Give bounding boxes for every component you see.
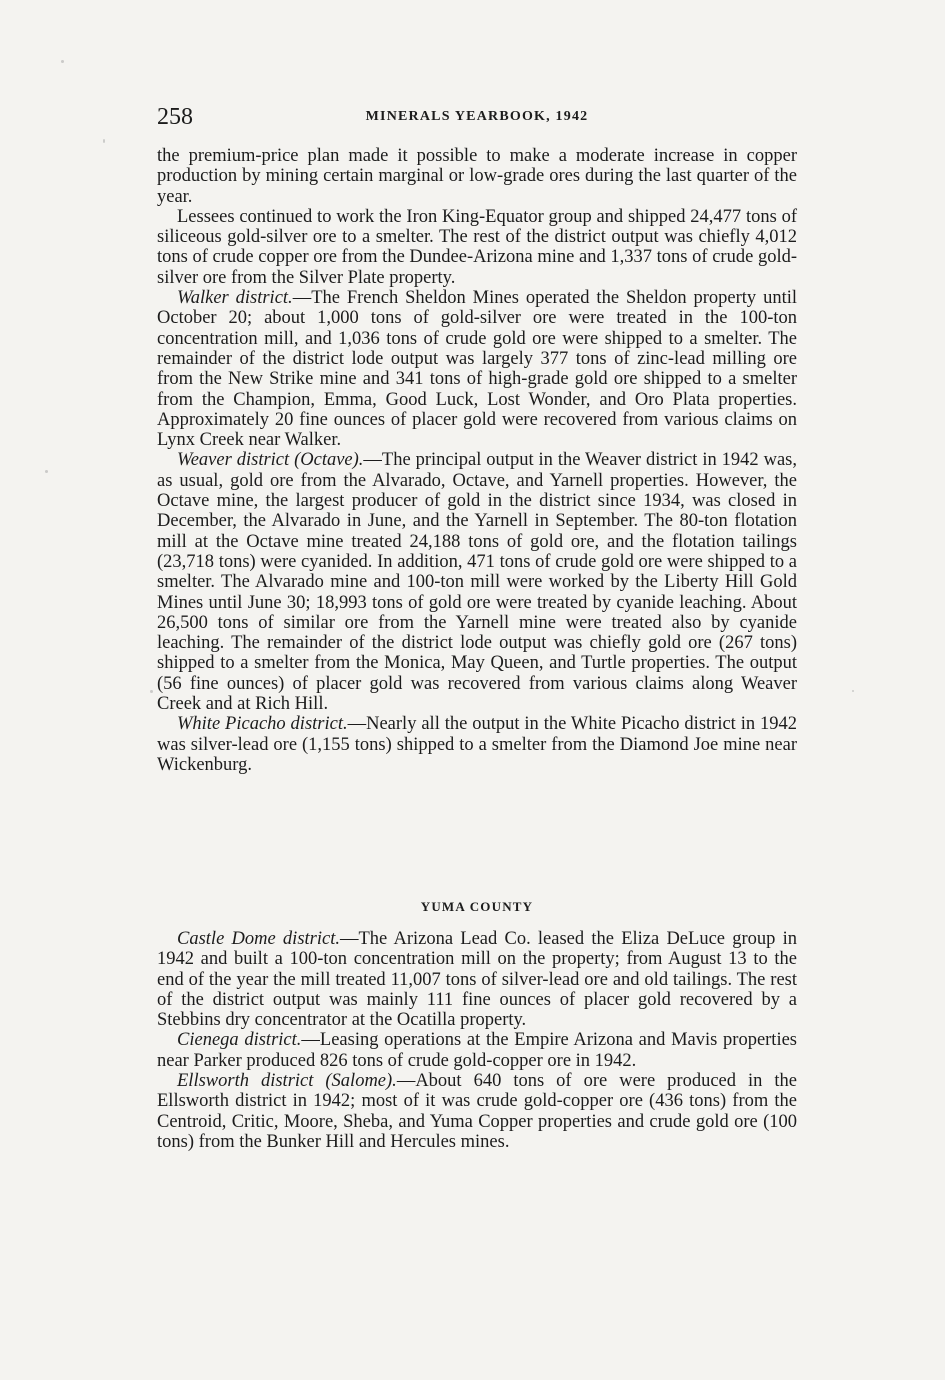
page-number: 258 xyxy=(157,104,193,130)
scan-speck xyxy=(150,690,153,693)
paragraph-white-picacho-district xyxy=(157,714,797,775)
paragraph-castle-dome-district xyxy=(157,929,797,1030)
paragraph-text: the premium-price plan made it possible to make a moderate increase in copper production by mining certain marginal or low-grade ores during the last quarter of the year. xyxy=(157,146,797,207)
paragraph-text: —Leasing operations at the Empire Arizona and Mavis properties near Parker produced 826 tons of crude gold-copper ore in 1942. xyxy=(157,1030,798,1071)
body-text-top xyxy=(157,146,797,775)
paragraph-ellsworth-district xyxy=(157,1071,797,1152)
running-title: MINERALS YEARBOOK, 1942 xyxy=(365,109,589,124)
body-text-yuma xyxy=(157,929,797,1152)
paragraph-text: —About 640 tons of ore were produced in the Ellsworth district in 1942; most of it was crude gold-copper ore (436 tons) from the Centroid, Critic, Moore, Sheba, and Yuma Copper properties and crude gold ore (100 tons) from the Bunker Hill and Hercules mines. xyxy=(157,1071,798,1152)
scan-speck xyxy=(61,60,64,63)
paragraph xyxy=(157,207,797,288)
paragraph-text: —The Arizona Lead Co. leased the Eliza DeLuce group in 1942 and built a 100-ton concentration mill on the property; from August 13 to the end of the year the mill treated 11,007 tons of silver-lead ore and old tailings. The rest of the district output was mainly 111 fine ounces of placer gold recovered by a Stebbins dry concentrator at the Ocatilla property. xyxy=(157,929,798,1031)
section-heading-yuma-county: YUMA COUNTY xyxy=(420,899,534,914)
paragraph-weaver-district xyxy=(157,450,797,714)
paragraph-lead: Castle Dome district. xyxy=(177,929,340,949)
paragraph-cienega-district xyxy=(157,1030,797,1071)
scan-speck xyxy=(852,690,854,692)
paragraph-lead: White Picacho district. xyxy=(177,714,348,735)
scan-speck xyxy=(103,139,105,143)
paragraph-text: —The French Sheldon Mines operated the Sheldon property until October 20; about 1,000 tons of gold-silver ore were treated in the 100-ton concentration mill, and 1,036 tons of crude gold ore were shipped to a smelter. The remainder of the district lode output was largely 377 tons of zinc-lead milling ore from the New Strike mine and 341 tons of high-grade gold ore shipped to a smelter from the Champion, Emma, Good Luck, Lost Wonder, and Oro Plata properties. Approximately 20 fine ounces of placer gold were recovered from various claims on Lynx Creek near Walker. xyxy=(157,288,797,451)
paragraph-walker-district xyxy=(157,288,797,450)
paragraph xyxy=(157,146,797,207)
paragraph-lead: Cienega district. xyxy=(177,1030,302,1051)
paragraph-lead: Ellsworth district (Salome). xyxy=(177,1071,397,1092)
scan-speck xyxy=(45,470,48,473)
paragraph-text: Lessees continued to work the Iron King-Equator group and shipped 24,477 tons of siliceous gold-silver ore to a smelter. The rest of the district output was chiefly 4,012 tons of crude copper ore from the Dundee-Arizona mine and 1,337 tons of crude gold-silver ore from the Silver Plate property. xyxy=(157,206,797,288)
paragraph-text: —Nearly all the output in the White Picacho district in 1942 was silver-lead ore (1,155 tons) shipped to a smelter from the Diamond Joe mine near Wickenburg. xyxy=(157,714,797,775)
page-header xyxy=(157,102,797,136)
paragraph-lead: Weaver district (Octave). xyxy=(177,450,364,471)
paragraph-lead: Walker district. xyxy=(177,288,293,309)
paragraph-text: —The principal output in the Weaver district in 1942 was, as usual, gold ore from the Alvarado, Octave, and Yarnell properties. However, the Octave mine, the largest producer of gold in the district since 1934, was closed in December, the Alvarado in June, and the Yarnell in September. The 80-ton flotation mill at the Octave mine treated 24,188 tons of gold ore, and the flotation tailings (23,718 tons) were cyanided. In addition, 471 tons of crude gold ore were shipped to a smelter. The Alvarado mine and 100-ton mill were worked by the Liberty Hill Gold Mines until June 30; 18,993 tons of gold ore were treated by cyanide leaching. About 26,500 tons of similar ore from the Yarnell mine were treated also by cyanide leaching. The remainder of the district lode output was chiefly gold ore (267 tons) shipped to a smelter from the Monica, May Queen, and Turtle properties. The output (56 fine ounces) of placer gold was recovered from various claims along Weaver Creek and at Rich Hill. xyxy=(157,450,797,715)
